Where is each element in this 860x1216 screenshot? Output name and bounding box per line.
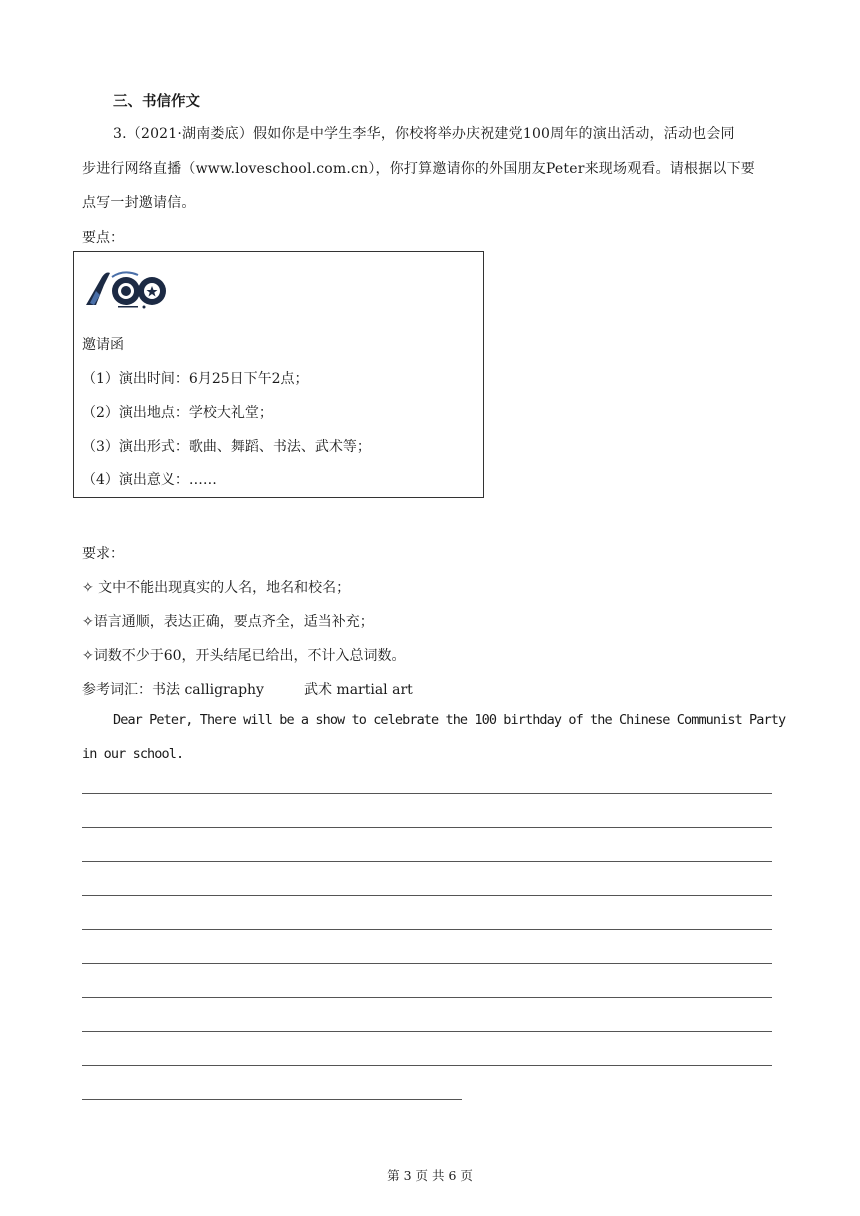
question-line-1: 3.（2021·湖南娄底）假如你是中学生李华，你校将举办庆祝建党100周年的演出活动，活动也会同 [113,126,735,142]
reference-vocabulary [82,679,413,699]
question-line-2: 步进行网络直播（www.loveschool.com.cn），你打算邀请你的外国朋友Peter来现场观看。请根据以下要 [82,161,755,177]
invitation-item: （4）演出意义：…… [82,472,217,488]
writing-line [82,1065,772,1066]
requirement-item: ✧词数不少于60，开头结尾已给出，不计入总词数。 [82,648,406,664]
invitation-item: （1）演出时间：6月25日下午2点； [82,371,309,387]
writing-line [82,997,772,998]
writing-line [82,929,772,930]
centenary-100-logo-icon [82,265,172,311]
invitation-item: （2）演出地点：学校大礼堂； [82,405,273,421]
requirement-item: ✧语言通顺，表达正确，要点齐全，适当补充； [82,614,374,630]
writing-line [82,895,772,896]
writing-line [82,963,772,964]
writing-line [82,827,772,828]
vocab-item: 武术 martial art [303,682,413,698]
letter-opening-line-1: Dear Peter, There will be a show to celebrate the 100 birthday of the Chinese Communist Party [113,712,786,728]
question-line-3: 点写一封邀请信。 [82,195,196,211]
key-points-label: 要点： [82,230,124,246]
writing-line [82,793,772,794]
requirements-title: 要求： [82,546,124,562]
vocab-label: 参考词汇： [82,682,152,698]
invitation-box [73,251,484,498]
writing-line [82,861,772,862]
writing-line [82,1031,772,1032]
writing-line [82,1099,462,1100]
page-footer: 第 3 页 共 6 页 [387,1168,473,1183]
letter-opening-line-2: in our school. [82,746,184,762]
invitation-heading: 邀请函 [82,337,124,353]
section-title: 三、书信作文 [113,94,200,110]
requirement-item: ✧ 文中不能出现真实的人名，地名和校名； [82,580,351,596]
invitation-item: （3）演出形式：歌曲、舞蹈、书法、武术等； [82,439,371,455]
vocab-item: 书法 calligraphy [152,682,264,698]
